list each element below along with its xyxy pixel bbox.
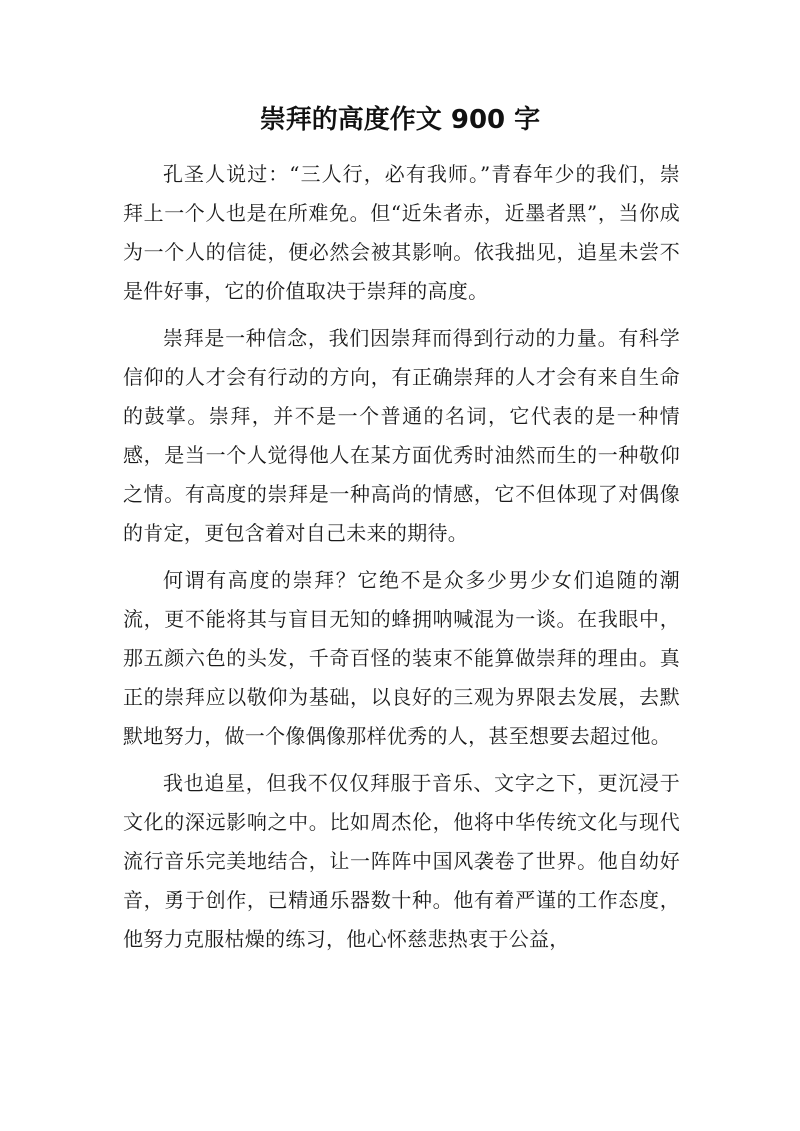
paragraph: 何谓有高度的崇拜？它绝不是众多少男少女们追随的潮流，更不能将其与盲目无知的蜂拥呐喊混为一谈。在我眼中，那五颜六色的头发，千奇百怪的装束不能算做崇拜的理由。真正的崇拜应以敬仰为基础，以良好的三观为界限去发展，去默默地努力，做一个像偶像那样优秀的人，甚至想要去超过他。 <box>123 568 680 748</box>
document-body <box>123 155 680 967</box>
paragraph: 孔圣人说过：“三人行，必有我师。”青春年少的我们，崇拜上一个人也是在所难免。但“近朱者赤，近墨者黑”，当你成为一个人的信徒，便必然会被其影响。依我拙见，追星未尝不是件好事，它的价值取决于崇拜的高度。 <box>123 162 680 303</box>
paragraph: 崇拜是一种信念，我们因崇拜而得到行动的力量。有科学信仰的人才会有行动的方向，有正确崇拜的人才会有来自生命的鼓掌。崇拜，并不是一个普通的名词，它代表的是一种情感，是当一个人觉得他人在某方面优秀时油然而生的一种敬仰之情。有高度的崇拜是一种高尚的情感，它不但体现了对偶像的肯定，更包含着对自己未来的期待。 <box>123 326 680 545</box>
paragraph: 我也追星，但我不仅仅拜服于音乐、文字之下，更沉浸于文化的深远影响之中。比如周杰伦，他将中华传统文化与现代流行音乐完美地结合，让一阵阵中国风袭卷了世界。他自幼好音，勇于创作，已精通乐器数十种。他有着严谨的工作态度，他努力克服枯燥的练习，他心怀慈悲热衷于公益， <box>123 771 680 951</box>
document-title: 崇拜的高度作文 900 字 <box>259 105 541 135</box>
